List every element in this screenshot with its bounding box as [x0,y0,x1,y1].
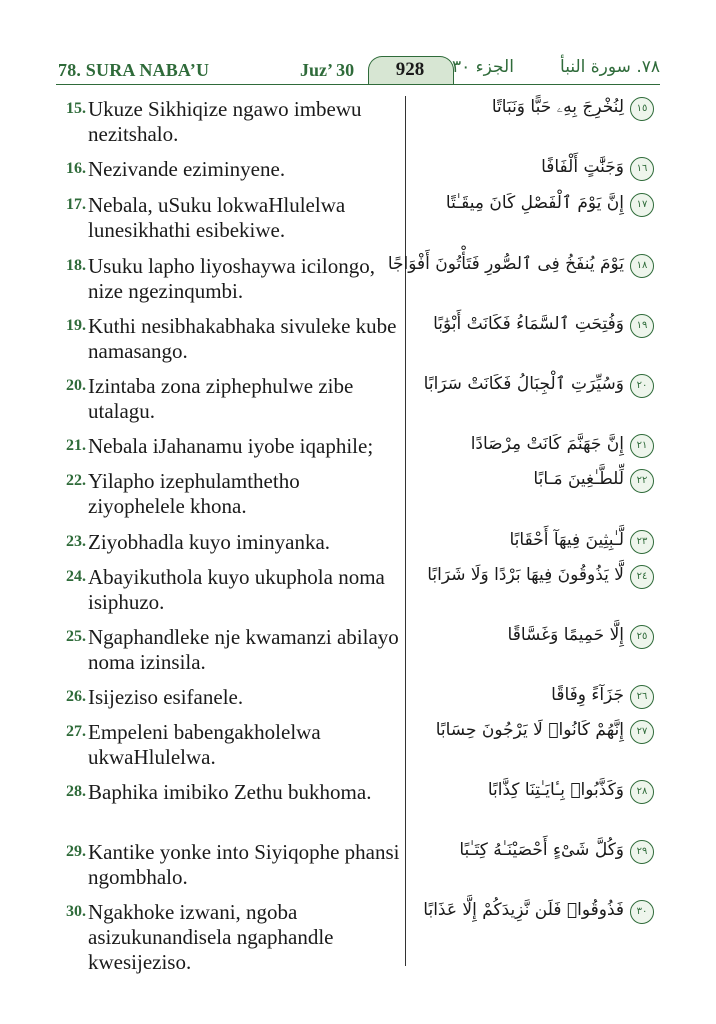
verse-end-marker: ٢٦ [630,685,654,709]
verse-translation: Nebala iJahanamu iyobe iqaphile; [88,434,374,458]
verse-number: 30. [66,903,86,920]
verse-number: 29. [66,843,86,860]
verse-arabic: لِّلطَّـٰغِينَ مَـابًا [533,469,624,489]
verse-end-marker: ١٦ [630,157,654,181]
verse-number: 28. [66,783,86,800]
verse-end-marker: ٢٤ [630,565,654,589]
page-header [0,0,716,92]
verse-number: 24. [66,568,86,585]
verse-arabic: وَسُيِّرَتِ ٱلْجِبَالُ فَكَانَتْ سَرَابًا [423,374,624,394]
verse-number: 17. [66,196,86,213]
verse-arabic: جَزَآءً وِفَاقًا [551,685,624,705]
verse-number: 21. [66,437,86,454]
verse-translation: Yilapho izephulamthetho ziyophelele khona. [88,469,300,518]
verse-translation: Ziyobhadla kuyo iminyanka. [88,530,331,554]
sura-title-arabic: ٧٨. سورة النبأ [560,57,660,77]
verse-end-marker: ١٩ [630,314,654,338]
header-rule [56,84,660,85]
verse-arabic: إِنَّ يَوْمَ ٱلْفَصْلِ كَانَ مِيقَـٰتًا [445,193,624,213]
column-divider [405,96,406,966]
verse-translation: Ngaphandleke nje kwamanzi abilayo noma izinsila. [88,625,399,674]
verse-translation: Abayikuthola kuyo ukuphola noma isiphuzo. [88,565,385,614]
verse-number: 22. [66,472,86,489]
verse-end-marker: ٢٩ [630,840,654,864]
verse-end-marker: ٣٠ [630,900,654,924]
verse-arabic: لَّا يَذُوقُونَ فِيهَا بَرْدًا وَلَا شَرَابًا [427,565,624,585]
verse-arabic: إِنَّ جَهَنَّمَ كَانَتْ مِرْصَادًا [470,434,624,454]
verse-arabic: وَجَنَّٰتٍ أَلْفَافًا [541,157,624,177]
verse-end-marker: ١٨ [630,254,654,278]
verse-translation: Nebala, uSuku lokwaHlulelwa lunesikhathi esibekiwe. [88,193,346,242]
verse-translation: Baphika imibiko Zethu bukhoma. [88,780,372,804]
verse-number: 15. [66,100,86,117]
verse-arabic: إِنَّهُمْ كَانُوا۟ لَا يَرْجُونَ حِسَابًا [435,720,624,740]
verse-end-marker: ٢٧ [630,720,654,744]
verse-arabic: فَذُوقُوا۟ فَلَن نَّزِيدَكُمْ إِلَّا عَذَابًا [423,900,624,920]
verse-end-marker: ١٧ [630,193,654,217]
verse-number: 20. [66,377,86,394]
verse-number: 27. [66,723,86,740]
verse-number: 26. [66,688,86,705]
verse-end-marker: ٢١ [630,434,654,458]
sura-title-english: 78. SURA NABA’U [58,60,210,80]
verse-translation: Ukuze Sikhiqize ngawo imbewu nezitshalo. [88,97,362,146]
verse-end-marker: ٢٨ [630,780,654,804]
juz-label-english: Juz’ 30 [300,60,355,80]
verse-end-marker: ١٥ [630,97,654,121]
verse-end-marker: ٢٢ [630,469,654,493]
verse-number: 25. [66,628,86,645]
verse-number: 16. [66,160,86,177]
verse-arabic: لِنُخْرِجَ بِهِۦ حَبًّا وَنَبَاتًا [491,97,624,117]
verse-translation: Usuku lapho liyoshaywa icilongo, nize ngezinqumbi. [88,254,375,303]
verse-end-marker: ٢٠ [630,374,654,398]
verse-translation: Ngakhoke izwani, ngoba asizukunandisela ngaphandle kwesijeziso. [88,900,334,974]
verse-end-marker: ٢٥ [630,625,654,649]
verse-translation: Kantike yonke into Siyiqophe phansi ngombhalo. [88,840,400,889]
verse-number: 19. [66,317,86,334]
verse-translation: Nezivande eziminyene. [88,157,286,181]
verse-arabic: وَكَذَّبُوا۟ بِـٔايَـٰتِنَا كِذَّابًا [487,780,624,800]
juz-label-arabic: الجزء ٣٠ [452,57,514,77]
verse-arabic: يَوْمَ يُنفَخُ فِى ٱلصُّورِ فَتَأْتُونَ أَفْوَاجًا [387,254,624,274]
verse-translation: Kuthi nesibhakabhaka sivuleke kube namasango. [88,314,397,363]
verse-translation: Empeleni babengakholelwa ukwaHlulelwa. [88,720,321,769]
page-number: 928 [395,59,425,80]
verse-arabic: وَكُلَّ شَىْءٍ أَحْصَيْنَـٰهُ كِتَـٰبًا [459,840,624,860]
verse-arabic: لَّـٰبِثِينَ فِيهَآ أَحْقَابًا [509,530,624,550]
verse-number: 23. [66,533,86,550]
verse-translation: Izintaba zona ziphephulwe zibe utalagu. [88,374,354,423]
verse-arabic: وَفُتِحَتِ ٱلسَّمَاءُ فَكَانَتْ أَبْوَٰبًا [433,314,624,334]
verse-end-marker: ٢٣ [630,530,654,554]
verse-translation: Isijeziso esifanele. [88,685,244,709]
verse-arabic: إِلَّا حَمِيمًا وَغَسَّاقًا [507,625,624,645]
verse-number: 18. [66,257,86,274]
